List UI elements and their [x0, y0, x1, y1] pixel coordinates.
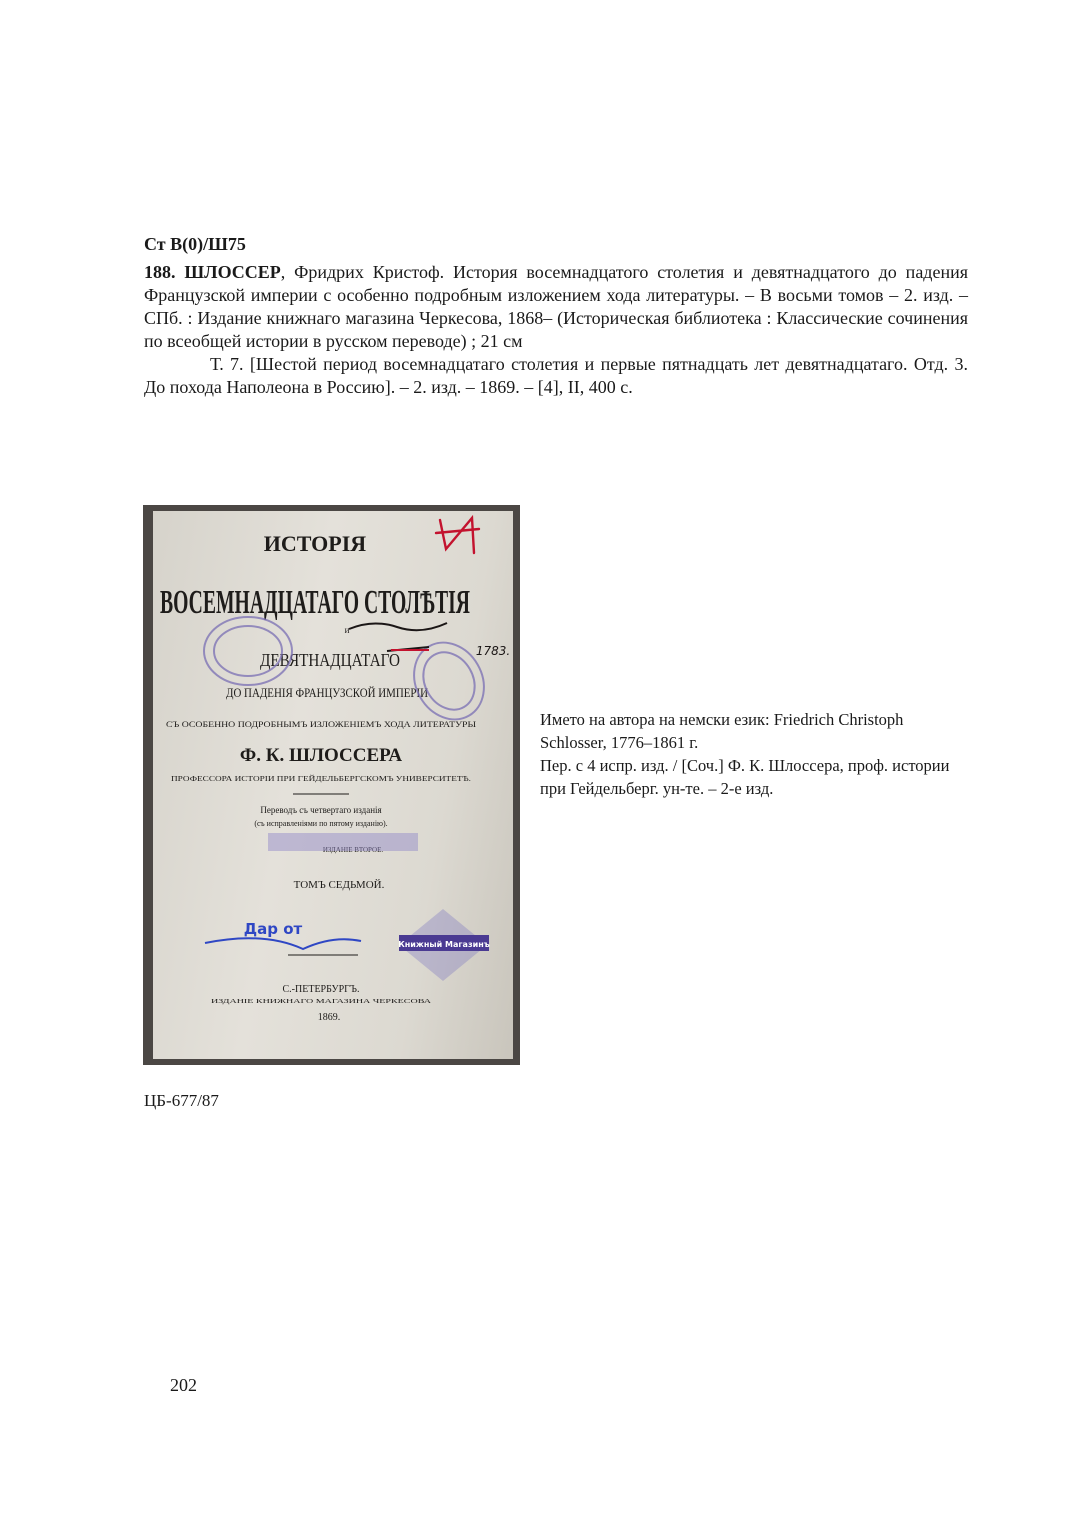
entry-number: 188. — [144, 262, 176, 282]
entry-author: ШЛОССЕР — [184, 262, 281, 282]
title-line-3: и — [344, 625, 350, 635]
title-page-photo — [143, 505, 520, 1065]
bookshop-stamp-label: Книжный Магазинъ — [398, 940, 490, 949]
title-line-2: ВОСЕМНАДЦАТАГО СТОЛѢТІЯ — [160, 584, 470, 621]
title-line-4: ДЕВЯТНАДЦАТАГО — [260, 650, 400, 670]
title-city: С.-ПЕТЕРБУРГЪ. — [282, 984, 360, 995]
bookshop-stamp — [398, 909, 490, 981]
inventory-number: ЦБ-677/87 — [144, 1091, 219, 1110]
title-publisher: ИЗДАНІЕ КНИЖНАГО МАГАЗИНА ЧЕРКЕСОВА — [211, 999, 433, 1005]
title-edition: ИЗДАНІЕ ВТОРОЕ. — [322, 846, 384, 854]
entry-main — [144, 261, 968, 353]
title-author-title: ПРОФЕССОРА ИСТОРІИ ПРИ ГЕЙДЕЛЬБЕРГСКОМЪ УНИВЕРСИТЕТѢ. — [171, 775, 472, 783]
catalog-entry — [144, 261, 968, 399]
faded-stamp — [268, 833, 418, 851]
entry-description: , Фридрих Кристоф. История восемнадцатого столетия и девятнадцатого до падения Французской империи с особенно подробным изложением хода литературы. – В восьми томов – 2. изд. – СПб. : Издание книжнаго магазина Черкесова, 1868– (Историческая библиотека : Классические сочинения по всеобщей истории в русском переводе) ; 21 см — [144, 262, 968, 351]
handwritten-number: 1783. — [475, 644, 511, 658]
entry-volume: Т. 7. [Шестой период восемнадцатаго столетия и первые пятнадцать лет девятнадцатаго. Отд. 3. До похода Наполеона в Россию]. – 2. изд. – 1869. – [4], II, 400 с. — [144, 354, 968, 397]
note-author: Името на автора на немски език: Friedrich Christoph Schlosser, 1776–1861 г. — [540, 710, 904, 752]
red-mark-icon — [436, 518, 479, 553]
title-translation-1: Переводъ съ четвертаго изданія — [260, 805, 382, 815]
title-author: Ф. К. ШЛОССЕРА — [239, 745, 403, 766]
page-number: 202 — [170, 1375, 197, 1395]
title-line-6: СЪ ОСОБЕННО ПОДРОБНЫМЪ ИЗЛОЖЕНІЕМЪ ХОДА ЛИТЕРАТУРЫ — [166, 720, 477, 729]
title-translation-2: (съ исправленіями по пятому изданію). — [254, 819, 388, 828]
title-page-drawing — [143, 505, 520, 1065]
title-line-5: ДО ПАДЕНІЯ ФРАНЦУЗСКОЙ ИМПЕРІИ — [226, 685, 428, 700]
note-translation: Пер. с 4 испр. изд. / [Соч.] Ф. К. Шлоссера, проф. истории при Гейдельберг. ун-те. – 2-е изд. — [540, 756, 950, 798]
shelfmark: Ст В(0)/Ш75 — [144, 234, 246, 254]
gift-stamp: Дар от — [243, 920, 303, 938]
title-year: 1869. — [317, 1012, 341, 1023]
gift-signature-icon — [205, 938, 361, 949]
title-line-1: ИСТОРІЯ — [263, 531, 367, 556]
title-volume: ТОМЪ СЕДЬМОЙ. — [293, 879, 385, 891]
translation-note — [540, 708, 970, 800]
handwritten-inscription-icon — [349, 623, 447, 651]
library-stamp-right-inner — [413, 643, 485, 719]
